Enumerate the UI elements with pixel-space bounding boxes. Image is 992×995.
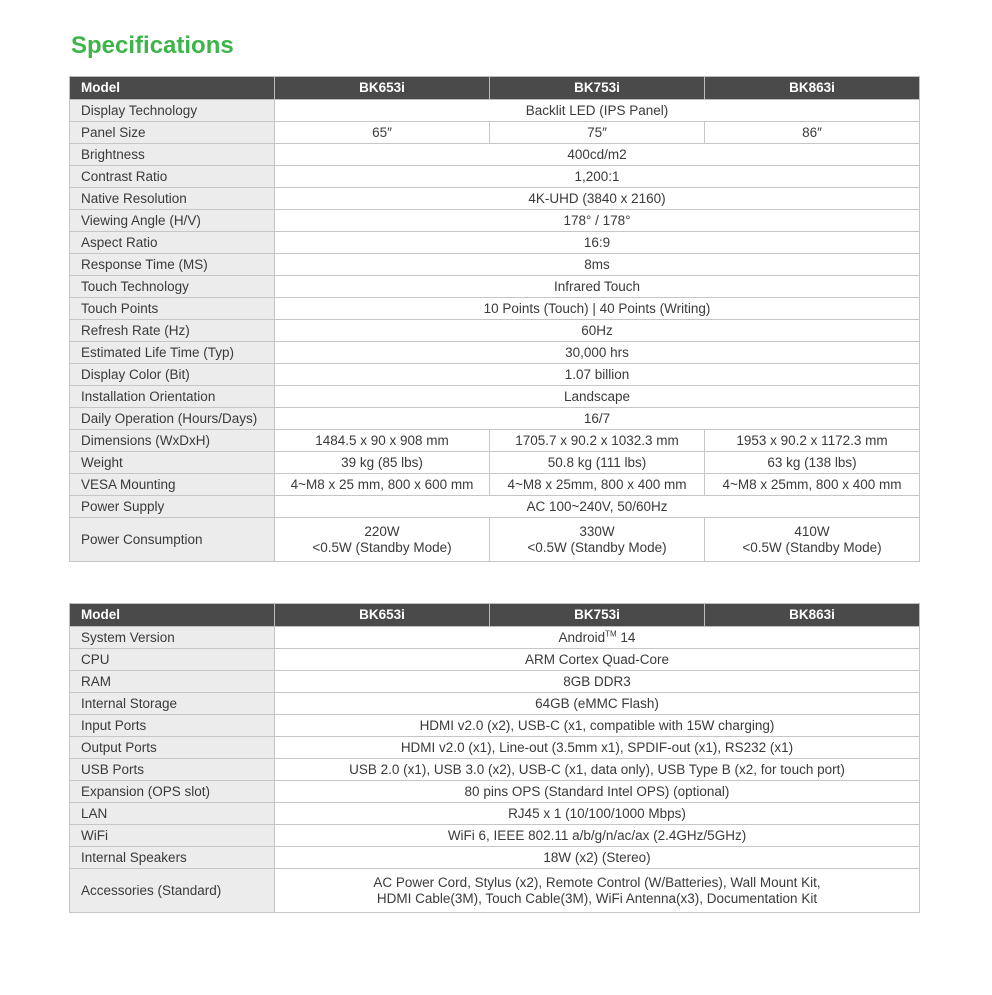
- row-label: Installation Orientation: [70, 386, 275, 408]
- row-label: Panel Size: [70, 122, 275, 144]
- row-label: Input Ports: [70, 715, 275, 737]
- row-label: VESA Mounting: [70, 474, 275, 496]
- cell-line: HDMI Cable(3M), Touch Cable(3M), WiFi Antenna(x3), Documentation Kit: [376, 890, 818, 906]
- cell-value: [490, 122, 705, 144]
- cell-value: [275, 759, 920, 781]
- cell-line: 410W: [794, 523, 830, 539]
- cell-value: [275, 320, 920, 342]
- table-header-row: [70, 77, 920, 100]
- table-row: [70, 759, 920, 781]
- cell-text: 4~M8 x 25 mm, 800 x 600 mm: [290, 476, 474, 492]
- cell-text: 400cd/m2: [567, 146, 627, 162]
- row-label: RAM: [70, 671, 275, 693]
- cell-value: [490, 518, 705, 562]
- header-bk863i: BK863i: [705, 604, 920, 627]
- cell-value: [275, 693, 920, 715]
- cell-value: [275, 649, 920, 671]
- trademark-superscript: TM: [605, 629, 617, 638]
- cell-value: [275, 496, 920, 518]
- table-row: [70, 781, 920, 803]
- header-bk653i: BK653i: [275, 77, 490, 100]
- cell-value: [275, 430, 490, 452]
- table-row: [70, 693, 920, 715]
- table-row: [70, 144, 920, 166]
- row-label: System Version: [70, 627, 275, 649]
- cell-text: 1.07 billion: [564, 366, 630, 382]
- header-bk653i: BK653i: [275, 604, 490, 627]
- cell-text: ARM Cortex Quad-Core: [524, 651, 670, 667]
- table-row: [70, 210, 920, 232]
- header-model: Model: [70, 77, 275, 100]
- cell-value: [275, 122, 490, 144]
- cell-text: 1,200:1: [574, 168, 620, 184]
- cell-text: USB 2.0 (x1), USB 3.0 (x2), USB-C (x1, data only), USB Type B (x2, for touch port): [349, 761, 845, 777]
- cell-text: 4~M8 x 25mm, 800 x 400 mm: [507, 476, 687, 492]
- header-bk753i: BK753i: [490, 77, 705, 100]
- table-row: [70, 100, 920, 122]
- cell-text: 1484.5 x 90 x 908 mm: [315, 432, 449, 448]
- table-row: [70, 342, 920, 364]
- table-row: [70, 737, 920, 759]
- cell-value: [705, 122, 920, 144]
- row-label: Contrast Ratio: [70, 166, 275, 188]
- cell-text: 1705.7 x 90.2 x 1032.3 mm: [515, 432, 679, 448]
- cell-text: 4K-UHD (3840 x 2160): [528, 190, 666, 206]
- cell-value: [705, 452, 920, 474]
- row-label: Estimated Life Time (Typ): [70, 342, 275, 364]
- row-label: Dimensions (WxDxH): [70, 430, 275, 452]
- table-body: [70, 100, 920, 562]
- cell-value: [705, 430, 920, 452]
- cell-value: [275, 474, 490, 496]
- cell-line: 330W: [579, 523, 615, 539]
- cell-text: 75″: [587, 124, 607, 140]
- header-bk753i: BK753i: [490, 604, 705, 627]
- table-row: [70, 364, 920, 386]
- table-row: [70, 166, 920, 188]
- cell-value: [490, 430, 705, 452]
- cell-text: 86″: [802, 124, 822, 140]
- row-label: Internal Speakers: [70, 847, 275, 869]
- cell-text: 16:9: [583, 234, 611, 250]
- table-row: [70, 869, 920, 913]
- cell-value: [275, 737, 920, 759]
- row-label: Output Ports: [70, 737, 275, 759]
- row-label: Internal Storage: [70, 693, 275, 715]
- table-row: [70, 847, 920, 869]
- row-label: Aspect Ratio: [70, 232, 275, 254]
- row-label: Accessories (Standard): [70, 869, 275, 913]
- row-label: Native Resolution: [70, 188, 275, 210]
- row-label: Power Consumption: [70, 518, 275, 562]
- cell-value: [275, 342, 920, 364]
- table-row: [70, 386, 920, 408]
- table-row: [70, 474, 920, 496]
- cell-text: 63 kg (138 lbs): [767, 454, 857, 470]
- table-row: [70, 430, 920, 452]
- cell-text: 16/7: [583, 410, 611, 426]
- cell-text: 1953 x 90.2 x 1172.3 mm: [736, 432, 888, 448]
- row-label: Display Color (Bit): [70, 364, 275, 386]
- cell-value: [275, 781, 920, 803]
- table-row: [70, 298, 920, 320]
- row-label: Touch Points: [70, 298, 275, 320]
- cell-text: AC 100~240V, 50/60Hz: [526, 498, 668, 514]
- cell-line: <0.5W (Standby Mode): [742, 539, 882, 555]
- page-title: Specifications: [71, 32, 234, 59]
- table-row: [70, 276, 920, 298]
- cell-text: 39 kg (85 lbs): [341, 454, 423, 470]
- cell-text: 4~M8 x 25mm, 800 x 400 mm: [722, 476, 902, 492]
- cell-text: HDMI v2.0 (x1), Line-out (3.5mm x1), SPDIF-out (x1), RS232 (x1): [400, 739, 794, 755]
- table-header-row: [70, 604, 920, 627]
- cell-value: [275, 364, 920, 386]
- cell-text: 64GB (eMMC Flash): [535, 695, 659, 711]
- cell-value: [275, 518, 490, 562]
- row-label: LAN: [70, 803, 275, 825]
- table-row: [70, 649, 920, 671]
- cell-value: [490, 474, 705, 496]
- table-row: [70, 452, 920, 474]
- cell-text: 178° / 178°: [563, 212, 631, 228]
- cell-value: [275, 386, 920, 408]
- cell-text: RJ45 x 1 (10/100/1000 Mbps): [508, 805, 686, 821]
- table-row: [70, 715, 920, 737]
- table-row: [70, 408, 920, 430]
- cell-text: 80 pins OPS (Standard Intel OPS) (optional): [464, 783, 730, 799]
- cell-value: [705, 518, 920, 562]
- cell-value: [275, 298, 920, 320]
- table-row: [70, 496, 920, 518]
- cell-value: [275, 869, 920, 913]
- cell-value: [275, 671, 920, 693]
- table-row: [70, 188, 920, 210]
- cell-value: [275, 100, 920, 122]
- cell-text: 30,000 hrs: [565, 344, 629, 360]
- cell-text: 8ms: [584, 256, 610, 272]
- row-label: Refresh Rate (Hz): [70, 320, 275, 342]
- cell-value: [705, 474, 920, 496]
- cell-value: [275, 232, 920, 254]
- cell-text: Infrared Touch: [553, 278, 641, 294]
- table-row: [70, 825, 920, 847]
- cell-text: 60Hz: [581, 322, 613, 338]
- cell-value: [275, 276, 920, 298]
- row-label: USB Ports: [70, 759, 275, 781]
- cell-line: 220W: [364, 523, 400, 539]
- table-row: [70, 232, 920, 254]
- cell-value: [275, 825, 920, 847]
- display-specs-table: [69, 76, 920, 562]
- cell-text: 50.8 kg (111 lbs): [547, 454, 647, 470]
- cell-value: [275, 144, 920, 166]
- cell-value: [275, 715, 920, 737]
- row-label: Power Supply: [70, 496, 275, 518]
- cell-value: [490, 452, 705, 474]
- cell-value: [275, 803, 920, 825]
- cell-text: Android: [558, 629, 606, 645]
- cell-value: [275, 188, 920, 210]
- cell-value: [275, 452, 490, 474]
- table-row: [70, 671, 920, 693]
- cell-text: HDMI v2.0 (x2), USB-C (x1, compatible with 15W charging): [419, 717, 775, 733]
- table-row: [70, 254, 920, 276]
- row-label: Viewing Angle (H/V): [70, 210, 275, 232]
- table-row: [70, 627, 920, 649]
- cell-text: 10 Points (Touch) | 40 Points (Writing): [483, 300, 711, 316]
- cell-line: <0.5W (Standby Mode): [527, 539, 667, 555]
- cell-value: [275, 408, 920, 430]
- cell-text: Landscape: [563, 388, 631, 404]
- row-label: CPU: [70, 649, 275, 671]
- row-label: Touch Technology: [70, 276, 275, 298]
- table-row: [70, 803, 920, 825]
- header-model: Model: [70, 604, 275, 627]
- cell-text: 18W (x2) (Stereo): [543, 849, 651, 865]
- row-label: Expansion (OPS slot): [70, 781, 275, 803]
- cell-value: [275, 627, 920, 649]
- row-label: Display Technology: [70, 100, 275, 122]
- table-body: [70, 627, 920, 913]
- cell-text: Backlit LED (IPS Panel): [525, 102, 669, 118]
- row-label: Daily Operation (Hours/Days): [70, 408, 275, 430]
- cell-line: AC Power Cord, Stylus (x2), Remote Control (W/Batteries), Wall Mount Kit,: [373, 874, 821, 890]
- cell-suffix: 14: [616, 629, 636, 645]
- cell-text: 8GB DDR3: [563, 673, 631, 689]
- cell-value: [275, 847, 920, 869]
- cell-line: <0.5W (Standby Mode): [312, 539, 452, 555]
- cell-value: [275, 210, 920, 232]
- cell-value: [275, 166, 920, 188]
- cell-text: 65″: [372, 124, 392, 140]
- table-row: [70, 518, 920, 562]
- table-row: [70, 320, 920, 342]
- cell-text: WiFi 6, IEEE 802.11 a/b/g/n/ac/ax (2.4GHz/5GHz): [447, 827, 747, 843]
- header-bk863i: BK863i: [705, 77, 920, 100]
- row-label: Brightness: [70, 144, 275, 166]
- system-specs-table: [69, 603, 920, 913]
- table-row: [70, 122, 920, 144]
- row-label: Response Time (MS): [70, 254, 275, 276]
- row-label: Weight: [70, 452, 275, 474]
- row-label: WiFi: [70, 825, 275, 847]
- cell-value: [275, 254, 920, 276]
